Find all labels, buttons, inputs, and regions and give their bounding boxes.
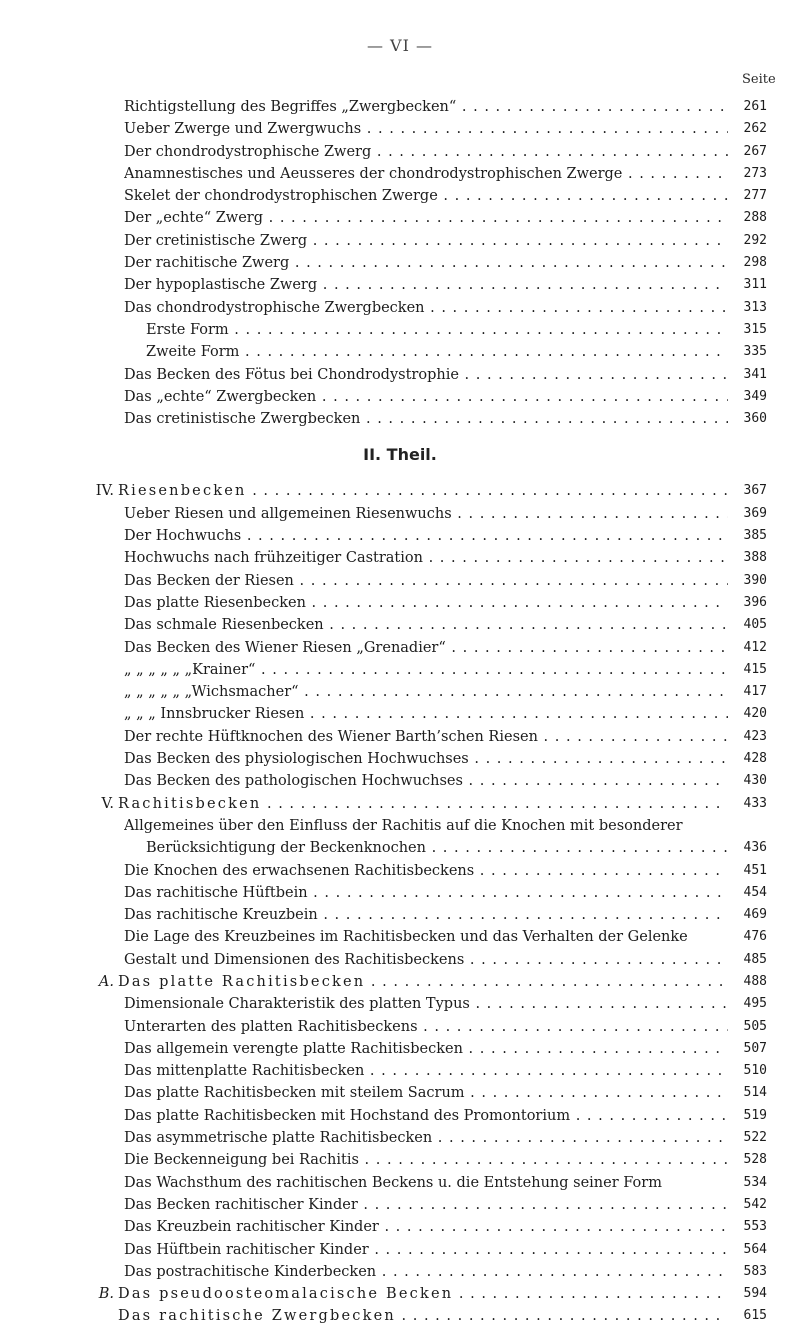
toc-entry-prefix: IV. (95, 483, 114, 500)
toc-entry-page-number: 423 (743, 728, 767, 744)
toc-entry (0, 637, 800, 659)
toc-entry-title: Allgemeines über den Einfluss der Rachitis auf die Knochen mit besonderer (124, 817, 683, 834)
toc-entry-title: Das rachitische Kreuzbein . . . (124, 904, 728, 926)
toc-entry-title: Das schmale Riesenbecken . . . (124, 614, 728, 636)
toc-entry (0, 837, 800, 859)
toc-entry (0, 1216, 800, 1238)
toc-entry-page-number: 469 (743, 907, 767, 923)
toc-entry-title: Das platte Rachitisbecken mit Hochstand des Promontorium . . . (124, 1105, 728, 1127)
toc-entry-page-number: 417 (743, 684, 767, 700)
toc-entry-title: Zweite Form . . . (146, 341, 728, 363)
toc-entry (0, 570, 800, 592)
toc-entry-title: Das Becken des physiologischen Hochwuchses . . . (124, 748, 728, 770)
toc-entry-title: Richtigstellung des Begriffes „Zwergbecken“ . . . (124, 96, 728, 118)
toc-entry-page-number: 430 (743, 773, 767, 789)
toc-entry-page-number: 451 (743, 862, 767, 878)
toc-entry (0, 748, 800, 770)
toc-entry (0, 503, 800, 525)
toc-entry-title: Der cretinistische Zwerg . . . (124, 230, 728, 252)
toc-entry-page-number: 522 (743, 1130, 767, 1146)
toc-entry-page-number: 349 (743, 388, 767, 404)
toc-entry-page-number: 262 (743, 121, 767, 137)
toc-entry (0, 207, 800, 229)
toc-entry-page-number: 315 (743, 321, 767, 337)
toc-entry (0, 1305, 800, 1327)
toc-entry (0, 971, 800, 993)
toc-entry-title: Das Becken rachitischer Kinder . . . (124, 1194, 728, 1216)
toc-entry-page-number: 388 (743, 550, 767, 566)
toc-entry (0, 926, 800, 948)
toc-entry-page-number: 311 (743, 277, 767, 293)
toc-entry-page-number: 412 (743, 639, 767, 655)
toc-entry-page-number: 488 (743, 973, 767, 989)
toc-entry-page-number: 505 (743, 1018, 767, 1034)
toc-entry (0, 364, 800, 386)
page-header: — VI — (366, 36, 434, 55)
toc-entry-page-number: 385 (743, 528, 767, 544)
toc-entry (0, 614, 800, 636)
toc-entry-title: Das „echte“ Zwergbecken . . . (124, 386, 728, 408)
toc-entry (0, 949, 800, 971)
toc-entry-page-number: 335 (743, 344, 767, 360)
toc-entry-page-number: 288 (743, 210, 767, 226)
toc-entry-title: Das platte Rachitisbecken . . . (118, 971, 728, 993)
toc-entry (0, 770, 800, 792)
toc-entry-page-number: 420 (743, 706, 767, 722)
toc-entry-title: Riesenbecken . . . (118, 480, 728, 502)
toc-entry-page-number: 396 (743, 594, 767, 610)
toc-entry-title: Skelet der chondrodystrophischen Zwerge . . . (124, 185, 728, 207)
toc-entry (0, 882, 800, 904)
toc-entry-page-number: 583 (743, 1263, 767, 1279)
toc-entry-title: Das platte Rachitisbecken mit steilem Sacrum . . . (124, 1082, 728, 1104)
toc-entry (0, 1283, 800, 1305)
toc-entry-page-number: 594 (743, 1286, 767, 1302)
toc-entry-page-number: 341 (743, 366, 767, 382)
toc-entry-page-number: 553 (743, 1219, 767, 1235)
toc-entry-title: Der chondrodystrophische Zwerg . . . (124, 141, 728, 163)
toc-entry (0, 1038, 800, 1060)
toc-entry-title: Das allgemein verengte platte Rachitisbecken . . . (124, 1038, 728, 1060)
toc-entry (0, 659, 800, 681)
toc-entry-title: Der Hochwuchs . . . (124, 525, 728, 547)
toc-entry (0, 341, 800, 363)
toc-entry-prefix: A. (98, 973, 114, 990)
toc-entry-page-number: 534 (743, 1174, 767, 1190)
toc-entry-title: Der hypoplastische Zwerg . . . (124, 274, 728, 296)
toc-entry-title: Das rachitische Zwergbecken . . . (118, 1305, 728, 1327)
toc-entry-title: Die Knochen des erwachsenen Rachitisbeckens . . . (124, 860, 728, 882)
toc-entry-title: Das Becken des Fötus bei Chondrodystrophie . . . (124, 364, 728, 386)
toc-entry-page-number: 615 (743, 1308, 767, 1324)
toc-entry (0, 163, 800, 185)
toc-entry (0, 480, 800, 502)
toc-entry (0, 252, 800, 274)
table-of-contents (0, 96, 800, 1328)
toc-entry-page-number: 519 (743, 1107, 767, 1123)
toc-entry-page-number: 528 (743, 1152, 767, 1168)
toc-entry (0, 592, 800, 614)
toc-entry (0, 1261, 800, 1283)
toc-entry-page-number: 369 (743, 505, 767, 521)
toc-entry-title: Der „echte“ Zwerg . . . (124, 207, 728, 229)
toc-entry-page-number: 454 (743, 884, 767, 900)
toc-entry (0, 1060, 800, 1082)
toc-entry-title: Das Wachsthum des rachitischen Beckens u. die Entstehung seiner Form (124, 1174, 662, 1191)
toc-entry (0, 1172, 800, 1194)
toc-entry-title: „ „ „ „ „ „Wichsmacher“ . . . (124, 681, 728, 703)
toc-entry-title: Erste Form . . . (146, 319, 728, 341)
toc-entry-page-number: 367 (743, 483, 767, 499)
toc-entry-title: Die Lage des Kreuzbeines im Rachitisbecken und das Verhalten der Gelenke (124, 929, 688, 946)
toc-entry (0, 525, 800, 547)
toc-entry-page-number: 390 (743, 572, 767, 588)
part-two-heading: II. Theil. (363, 445, 437, 465)
toc-entry-page-number: 298 (743, 255, 767, 271)
toc-entry-title: Das rachitische Hüftbein . . . (124, 882, 728, 904)
toc-entry-page-number: 277 (743, 188, 767, 204)
toc-entry (0, 547, 800, 569)
toc-entry-title: Die Beckenneigung bei Rachitis . . . (124, 1149, 728, 1171)
toc-entry-title: Das pseudoosteomalacische Becken . . . (118, 1283, 728, 1305)
toc-entry-page-number: 428 (743, 751, 767, 767)
toc-entry-page-number: 273 (743, 165, 767, 181)
toc-entry-page-number: 405 (743, 617, 767, 633)
toc-entry (0, 1127, 800, 1149)
toc-entry (0, 297, 800, 319)
toc-entry (0, 230, 800, 252)
toc-entry (0, 319, 800, 341)
toc-entry-page-number: 542 (743, 1196, 767, 1212)
toc-entry (0, 904, 800, 926)
toc-entry-title: Gestalt und Dimensionen des Rachitisbeckens . . . (124, 949, 728, 971)
toc-entry-title: Das Becken des Wiener Riesen „Grenadier“ . . . (124, 637, 728, 659)
toc-entry-title: Das postrachitische Kinderbecken . . . (124, 1261, 728, 1283)
toc-entry-title: Berücksichtigung der Beckenknochen . . . (146, 837, 728, 859)
toc-entry (0, 993, 800, 1015)
toc-entry (0, 1149, 800, 1171)
toc-entry-title: Dimensionale Charakteristik des platten Typus . . . (124, 993, 728, 1015)
toc-entry-page-number: 564 (743, 1241, 767, 1257)
toc-entry-title: Das Becken der Riesen . . . (124, 570, 728, 592)
toc-entry-title: Das Becken des pathologischen Hochwuchses . . . (124, 770, 728, 792)
toc-entry (0, 141, 800, 163)
toc-entry-title: Das chondrodystrophische Zwergbecken . . . (124, 297, 728, 319)
toc-entry-title: Hochwuchs nach frühzeitiger Castration . . . (124, 547, 728, 569)
toc-entry-page-number: 261 (743, 99, 767, 114)
toc-entry-title: Das Kreuzbein rachitischer Kinder . . . (124, 1216, 728, 1238)
toc-entry (0, 1194, 800, 1216)
toc-entry-page-number: 313 (743, 299, 767, 315)
toc-entry-title: Ueber Riesen und allgemeinen Riesenwuchs . . . (124, 503, 728, 525)
toc-entry-title: Das mittenplatte Rachitisbecken . . . (124, 1060, 728, 1082)
toc-entry-page-number: 510 (743, 1063, 767, 1079)
toc-entry (0, 1016, 800, 1038)
toc-entry-page-number: 485 (743, 951, 767, 967)
toc-entry-page-number: 267 (743, 143, 767, 159)
toc-entry-title: Das asymmetrische platte Rachitisbecken . . . (124, 1127, 728, 1149)
toc-entry (0, 703, 800, 725)
toc-entry (0, 1239, 800, 1261)
toc-entry (0, 1082, 800, 1104)
page-column-label: Seite (742, 72, 776, 87)
toc-entry-page-number: 495 (743, 996, 767, 1012)
toc-entry-page-number: 476 (743, 929, 767, 945)
toc-entry (0, 118, 800, 140)
toc-entry-page-number: 360 (743, 411, 767, 427)
toc-entry-prefix: B. (98, 1286, 114, 1303)
toc-entry-page-number: 292 (743, 232, 767, 248)
toc-entry-page-number: 514 (743, 1085, 767, 1101)
toc-entry (0, 1105, 800, 1127)
toc-entry-title: Der rachitische Zwerg . . . (124, 252, 728, 274)
toc-entry-title: Anamnestisches und Aeusseres der chondrodystrophischen Zwerge . . . (124, 163, 728, 185)
toc-entry-title: „ „ „ „ „ „Krainer“ . . . (124, 659, 728, 681)
toc-entry-title: Das cretinistische Zwergbecken . . . (124, 408, 728, 430)
toc-entry (0, 793, 800, 815)
toc-entry (0, 96, 800, 118)
toc-entry-title: Unterarten des platten Rachitisbeckens . . . (124, 1016, 728, 1038)
toc-entry (0, 681, 800, 703)
toc-entry (0, 185, 800, 207)
toc-entry (0, 408, 800, 430)
toc-entry-page-number: 415 (743, 661, 767, 677)
toc-entry (0, 860, 800, 882)
toc-entry-title: Das platte Riesenbecken . . . (124, 592, 728, 614)
toc-entry-page-number: 433 (743, 795, 767, 811)
toc-entry (0, 274, 800, 296)
toc-entry (0, 726, 800, 748)
toc-entry-title: „ „ „ Innsbrucker Riesen . . . (124, 703, 728, 725)
toc-entry (0, 386, 800, 408)
toc-entry-title: Das Hüftbein rachitischer Kinder . . . (124, 1239, 728, 1261)
toc-entry (0, 815, 800, 837)
toc-entry-title: Der rechte Hüftknochen des Wiener Barth’schen Riesen . . . (124, 726, 728, 748)
toc-entry-page-number: 436 (743, 840, 767, 856)
toc-entry-title: Rachitisbecken . . . (118, 793, 728, 815)
toc-entry-page-number: 507 (743, 1040, 767, 1056)
toc-entry-prefix: V. (101, 795, 114, 812)
toc-entry-title: Ueber Zwerge und Zwergwuchs . . . (124, 118, 728, 140)
